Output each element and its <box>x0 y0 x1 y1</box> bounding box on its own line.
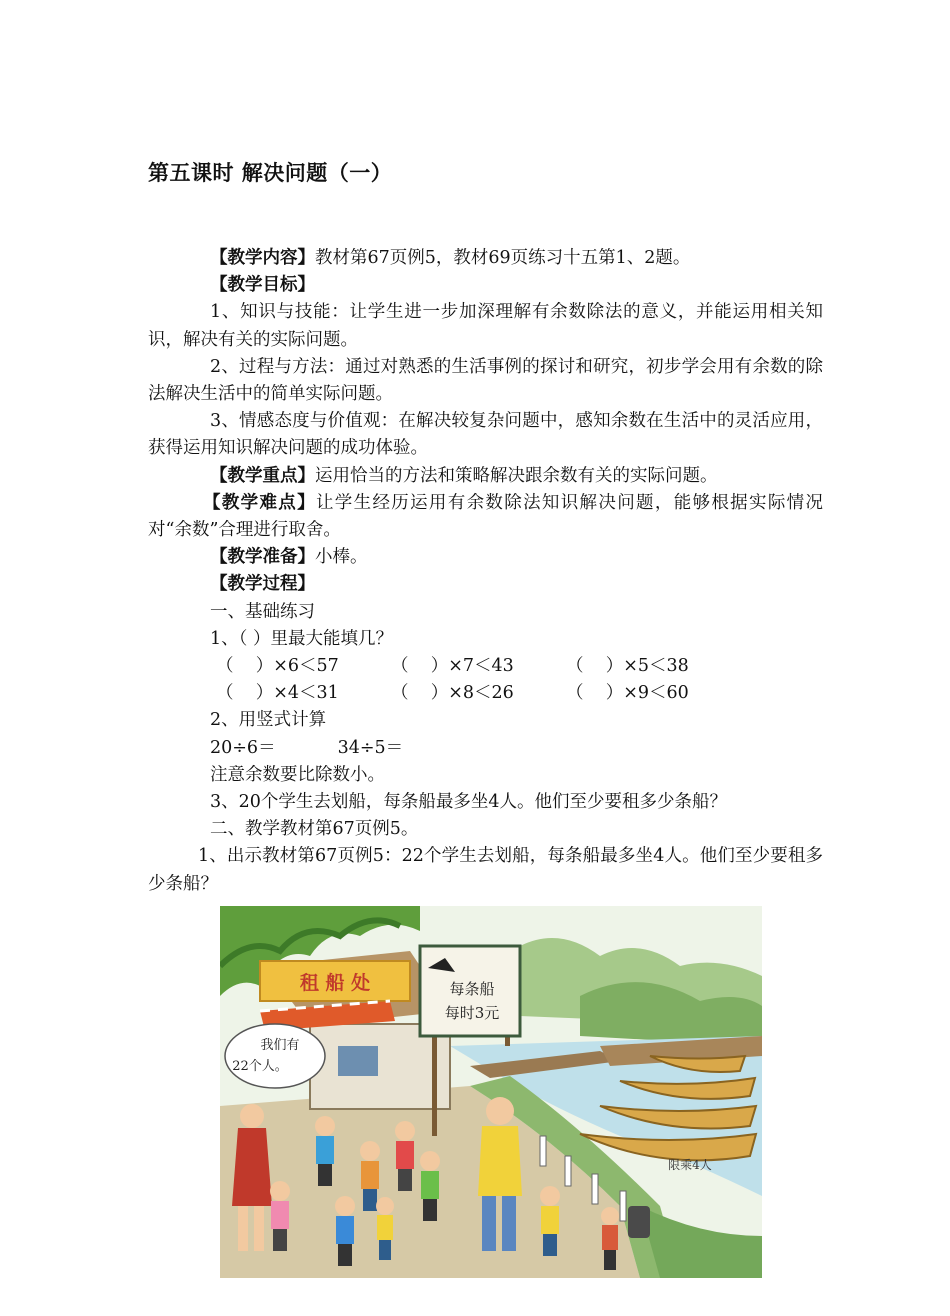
illustration-drawing <box>220 906 762 1278</box>
calc-item: 20÷6＝ <box>210 737 276 758</box>
lesson-body <box>148 245 823 898</box>
price-board-line1: 每条船 <box>449 980 495 998</box>
key-point <box>148 463 823 490</box>
difficulty <box>148 490 823 544</box>
calc-item: 34÷5＝ <box>337 737 404 758</box>
fill-in-item: （ ）×4＜31 <box>216 683 339 704</box>
shop-sign-text: 租 船 处 <box>299 972 371 994</box>
fill-in-item: （ ）×8＜26 <box>391 683 514 704</box>
fill-in-item: （ ）×5＜38 <box>566 656 689 677</box>
price-board-line2: 每时3元 <box>444 1004 500 1022</box>
speech-line2: 22个人。 <box>232 1059 288 1074</box>
section-2-heading: 二、教学教材第67页例5。 <box>210 819 419 840</box>
section-1-heading: 一、基础练习 <box>210 601 315 622</box>
question-2: 2、用竖式计算 <box>210 710 327 731</box>
objective-item: 2、过程与方法：通过对熟悉的生活事例的探讨和研究，初步学会用有余数的除法解决生活中的简单实际问题。 <box>148 356 823 405</box>
question-3: 3、20个学生去划船，每条船最多坐4人。他们至少要租多少条船？ <box>210 792 728 813</box>
teaching-content-text: 教材第67页例5，教材69页练习十五第1、2题。 <box>315 248 691 268</box>
question-1-row <box>148 680 823 707</box>
process-heading <box>148 571 823 598</box>
teaching-content <box>148 245 823 272</box>
preparation-label: 【教学准备】 <box>210 547 315 568</box>
objective-item: 3、情感态度与价值观：在解决较复杂问题中，感知余数在生活中的灵活应用，获得运用知识解决问题的成功体验。 <box>148 411 823 459</box>
fill-in-item: （ ）×7＜43 <box>391 656 514 677</box>
key-point-label: 【教学重点】 <box>210 465 315 486</box>
teaching-objectives-heading <box>148 272 823 299</box>
preparation-text: 小棒。 <box>315 547 368 568</box>
example-5: 1、出示教材第67页例5：22个学生去划船，每条船最多坐4人。他们至少要租多少条船？ <box>148 846 823 894</box>
fill-in-item: （ ）×6＜57 <box>216 656 339 677</box>
question-2-items <box>148 735 823 762</box>
boat-rental-illustration <box>220 906 762 1278</box>
difficulty-text: 让学生经历运用有余数除法知识解决问题，能够根据实际情况对“余数”合理进行取舍。 <box>148 492 823 541</box>
teaching-objectives-label: 【教学目标】 <box>210 275 315 296</box>
process-label: 【教学过程】 <box>210 574 315 595</box>
key-point-text: 运用恰当的方法和策略解决跟余数有关的实际问题。 <box>315 465 718 486</box>
objective-item: 1、知识与技能：让学生进一步加深理解有余数除法的意义，并能运用相关知识，解决有关的实际问题。 <box>148 302 823 350</box>
remainder-note: 注意余数要比除数小。 <box>210 764 385 785</box>
question-1-row <box>148 653 823 680</box>
question-1: 1、（ ）里最大能填几？ <box>210 628 393 649</box>
preparation <box>148 544 823 571</box>
difficulty-label: 【教学难点】 <box>203 492 316 513</box>
speech-line1: 我们有 <box>260 1038 300 1053</box>
boat-capacity-label: 限乘4人 <box>668 1158 712 1172</box>
fill-in-item: （ ）×9＜60 <box>566 683 689 704</box>
page-title: 第五课时 解决问题（一） <box>148 161 393 185</box>
teaching-content-label: 【教学内容】 <box>210 248 315 268</box>
